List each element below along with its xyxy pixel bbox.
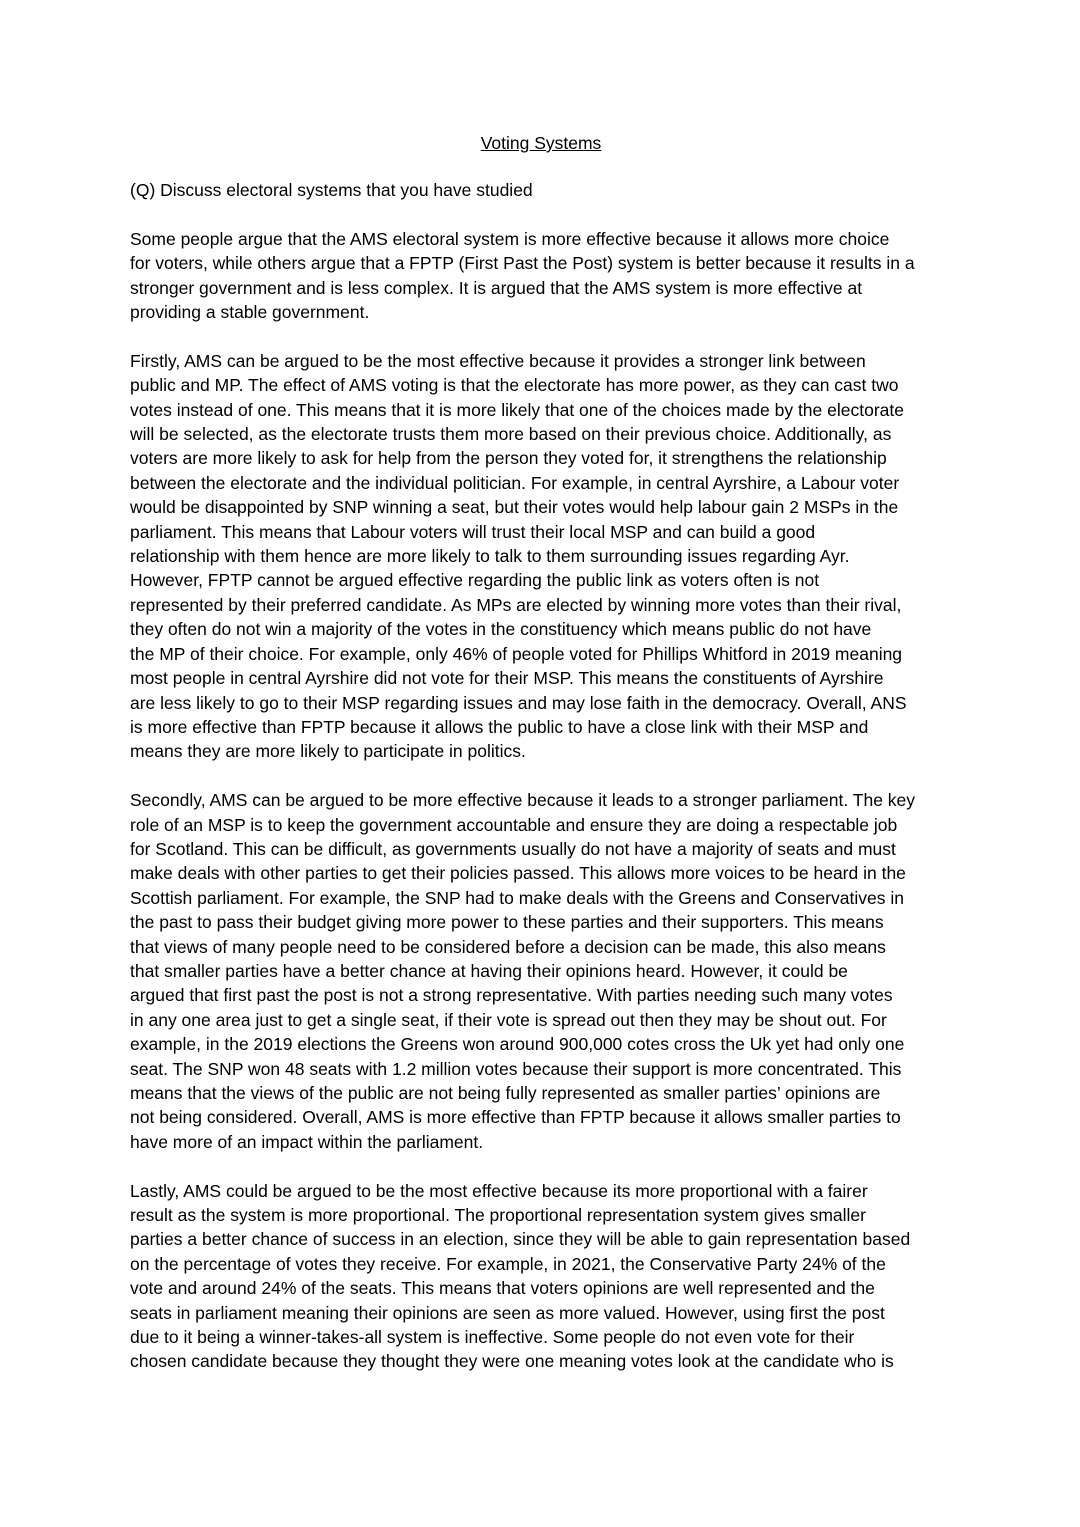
text-line: Lastly, AMS could be argued to be the most effective because its more proportional with a fairer bbox=[130, 1180, 868, 1201]
text-line: not being considered. Overall, AMS is more effective than FPTP because it allows smaller parties to bbox=[130, 1107, 901, 1128]
text-line: means they are more likely to participate in politics. bbox=[130, 741, 526, 762]
text-line: providing a stable government. bbox=[130, 302, 370, 323]
text-line: on the percentage of votes they receive. For example, in 2021, the Conservative Party 24% of the bbox=[130, 1253, 886, 1274]
text-line: votes instead of one. This means that it is more likely that one of the choices made by the electorate bbox=[130, 399, 904, 420]
text-line: parliament. This means that Labour voters will trust their local MSP and can build a good bbox=[130, 521, 816, 542]
text-line: relationship with them hence are more likely to talk to them surrounding issues regarding Ayr. bbox=[130, 546, 850, 567]
text-line: will be selected, as the electorate trusts them more based on their previous choice. Additionally, as bbox=[130, 424, 892, 445]
text-line: Some people argue that the AMS electoral system is more effective because it allows more choice bbox=[130, 228, 890, 249]
text-line: the past to pass their budget giving more power to these parties and their supporters. This means bbox=[130, 912, 884, 933]
text-line: that smaller parties have a better chance at having their opinions heard. However, it could be bbox=[130, 960, 848, 981]
text-line: vote and around 24% of the seats. This means that voters opinions are well represented and the bbox=[130, 1278, 875, 1299]
document-page bbox=[130, 130, 952, 1398]
text-line: However, FPTP cannot be argued effective regarding the public link as voters often is not bbox=[130, 570, 820, 591]
text-line: parties a better chance of success in an election, since they will be able to gain representation based bbox=[130, 1229, 911, 1250]
paragraph-4 bbox=[130, 1179, 952, 1374]
text-line: are less likely to go to their MSP regarding issues and may lose faith in the democracy. Overall, ANS bbox=[130, 692, 907, 713]
text-line: in any one area just to get a single seat, if their vote is spread out then they may be shout out. For bbox=[130, 1009, 887, 1030]
text-line: seat. The SNP won 48 seats with 1.2 million votes because their support is more concentrated. This bbox=[130, 1058, 902, 1079]
text-line: chosen candidate because they thought they were one meaning votes look at the candidate who is bbox=[130, 1351, 894, 1372]
text-line: stronger government and is less complex. It is argued that the AMS system is more effective at bbox=[130, 277, 863, 298]
essay-body bbox=[130, 227, 952, 1374]
text-line: voters are more likely to ask for help from the person they voted for, it strengthens the relationship bbox=[130, 448, 887, 469]
text-line: due to it being a winner-takes-all system is ineffective. Some people do not even vote for their bbox=[130, 1327, 855, 1348]
text-line: Firstly, AMS can be argued to be the most effective because it provides a stronger link between bbox=[130, 350, 866, 371]
text-line: argued that first past the post is not a strong representative. With parties needing such many votes bbox=[130, 985, 893, 1006]
text-line: role of an MSP is to keep the government accountable and ensure they are doing a respectable job bbox=[130, 814, 898, 835]
document-title: Voting Systems bbox=[480, 133, 602, 153]
text-line: would be disappointed by SNP winning a seat, but their votes would help labour gain 2 MSPs in the bbox=[130, 497, 899, 518]
text-line: result as the system is more proportional. The proportional representation system gives smaller bbox=[130, 1205, 866, 1225]
text-line: public and MP. The effect of AMS voting is that the electorate has more power, as they can cast two bbox=[130, 375, 899, 396]
text-line: the MP of their choice. For example, only 46% of people voted for Phillips Whitford in 2019 meaning bbox=[130, 643, 903, 664]
text-line: seats in parliament meaning their opinions are seen as more valued. However, using first the post bbox=[130, 1302, 885, 1323]
paragraph-3 bbox=[130, 788, 952, 1154]
text-line: for Scotland. This can be difficult, as governments usually do not have a majority of seats and must bbox=[130, 838, 896, 859]
text-line: that views of many people need to be considered before a decision can be made, this also means bbox=[130, 936, 886, 957]
text-line: make deals with other parties to get their policies passed. This allows more voices to be heard in the bbox=[130, 863, 906, 884]
paragraph-2 bbox=[130, 349, 952, 764]
text-line: have more of an impact within the parliament. bbox=[130, 1131, 484, 1152]
text-line: Scottish parliament. For example, the SNP had to make deals with the Greens and Conservatives in bbox=[130, 887, 904, 908]
text-line: they often do not win a majority of the votes in the constituency which means public do not have bbox=[130, 619, 872, 640]
text-line: between the electorate and the individual politician. For example, in central Ayrshire, a Labour voter bbox=[130, 472, 900, 493]
text-line: example, in the 2019 elections the Greens won around 900,000 cotes cross the Uk yet had only one bbox=[130, 1034, 905, 1055]
text-line: means that the views of the public are not being fully represented as smaller parties’ opinions are bbox=[130, 1082, 881, 1103]
text-line: most people in central Ayrshire did not vote for their MSP. This means the constituents of Ayrshire bbox=[130, 668, 884, 689]
paragraph-1 bbox=[130, 227, 952, 325]
text-line: represented by their preferred candidate. As MPs are elected by winning more votes than their rival, bbox=[130, 594, 902, 615]
text-line: is more effective than FPTP because it allows the public to have a close link with their MSP and bbox=[130, 716, 869, 737]
text-line: for voters, while others argue that a FPTP (First Past the Post) system is better because it results in a bbox=[130, 253, 915, 274]
text-line: Secondly, AMS can be argued to be more effective because it leads to a stronger parliament. The key bbox=[130, 790, 916, 811]
essay-question: (Q) Discuss electoral systems that you have studied bbox=[130, 180, 533, 200]
